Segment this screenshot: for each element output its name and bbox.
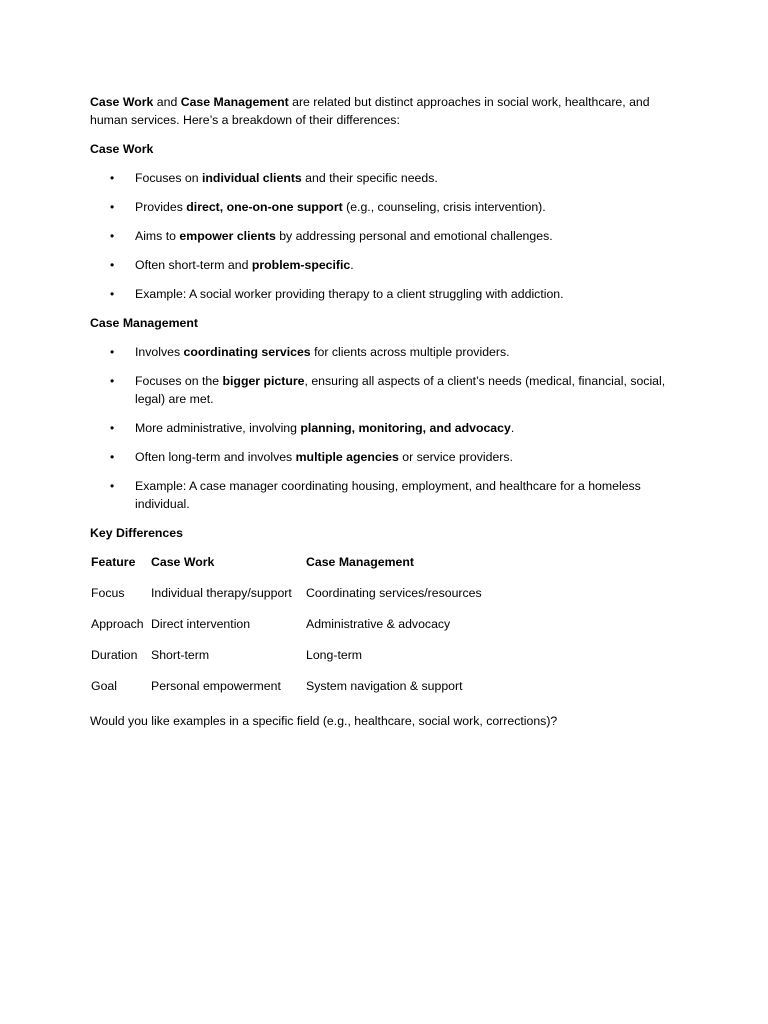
intro-paragraph xyxy=(90,93,680,129)
key-differences-table xyxy=(90,553,606,708)
table-row xyxy=(90,584,606,615)
item-text: Aims to xyxy=(135,229,180,243)
item-text: Often short-term and xyxy=(135,258,252,272)
table-header-row xyxy=(90,553,606,584)
list-item xyxy=(90,372,680,408)
column-header-case-management: Case Management xyxy=(306,555,414,569)
bullet-icon: • xyxy=(110,450,115,464)
intro-term-case-management: Case Management xyxy=(180,95,289,109)
item-bold-text: individual clients xyxy=(202,171,302,185)
table-cell: Coordinating services/resources xyxy=(306,586,482,600)
item-bold-text: empower clients xyxy=(179,229,276,243)
item-text: or service providers. xyxy=(398,450,513,464)
column-header-case-work: Case Work xyxy=(151,555,215,569)
table-cell: Individual therapy/support xyxy=(151,586,292,600)
bullet-icon: • xyxy=(110,345,115,359)
item-text: Example: A case manager coordinating housing, employment, and healthcare for a homeless individual. xyxy=(135,479,641,511)
item-text: . xyxy=(350,258,354,272)
case-management-heading: Case Management xyxy=(90,316,198,330)
item-text: Provides xyxy=(135,200,187,214)
item-text: Focuses on xyxy=(135,171,202,185)
table-cell: Goal xyxy=(91,679,117,693)
item-text: and their specific needs. xyxy=(301,171,438,185)
bullet-icon: • xyxy=(110,479,115,493)
case-work-list xyxy=(90,169,680,303)
item-text: More administrative, involving xyxy=(135,421,301,435)
key-differences-heading: Key Differences xyxy=(90,526,183,540)
table-row xyxy=(90,677,606,708)
intro-text: are related but distinct approaches in social work, healthcare, and human services. Here’s a breakdown of their differences: xyxy=(90,95,650,127)
item-bold-text: coordinating services xyxy=(183,345,311,359)
item-text: Example: A social worker providing therapy to a client struggling with addiction. xyxy=(135,287,564,301)
table-cell: Long-term xyxy=(306,648,363,662)
bullet-icon: • xyxy=(110,229,115,243)
table-cell: Direct intervention xyxy=(151,617,251,631)
intro-conjunction: and xyxy=(153,95,181,109)
table-cell: System navigation & support xyxy=(306,679,463,693)
item-text: Involves xyxy=(135,345,184,359)
table-row xyxy=(90,646,606,677)
table-row xyxy=(90,615,606,646)
case-work-heading: Case Work xyxy=(90,142,154,156)
list-item xyxy=(90,448,680,466)
table-cell: Administrative & advocacy xyxy=(306,617,451,631)
item-text: Focuses on the xyxy=(135,374,223,388)
list-item xyxy=(90,419,680,437)
bullet-icon: • xyxy=(110,171,115,185)
document-page xyxy=(90,93,680,730)
list-item xyxy=(90,343,680,361)
item-text: for clients across multiple providers. xyxy=(310,345,510,359)
bullet-icon: • xyxy=(110,287,115,301)
list-item xyxy=(90,198,680,216)
item-bold-text: bigger picture xyxy=(222,374,305,388)
bullet-icon: • xyxy=(110,200,115,214)
case-management-list xyxy=(90,343,680,513)
list-item xyxy=(90,169,680,187)
table-cell: Short-term xyxy=(151,648,210,662)
table-cell: Duration xyxy=(91,648,138,662)
item-text: (e.g., counseling, crisis intervention). xyxy=(342,200,546,214)
item-bold-text: multiple agencies xyxy=(295,450,399,464)
table-cell: Approach xyxy=(91,617,144,631)
list-item xyxy=(90,227,680,245)
item-text: . xyxy=(510,421,515,435)
bullet-icon: • xyxy=(110,258,115,272)
table-cell: Focus xyxy=(91,586,125,600)
list-item xyxy=(90,285,680,303)
list-item xyxy=(90,256,680,274)
item-text: by addressing personal and emotional challenges. xyxy=(275,229,553,243)
list-item xyxy=(90,477,680,513)
item-bold-text: direct, one-on-one support xyxy=(186,200,343,214)
item-bold-text: problem-specific xyxy=(251,258,351,272)
item-text: , ensuring all aspects of a client’s needs (medical, financial, social, legal) are met. xyxy=(135,374,666,406)
item-text: Often long-term and involves xyxy=(135,450,296,464)
item-bold-text: planning, monitoring, and advocacy xyxy=(300,421,511,435)
column-header-feature: Feature xyxy=(91,555,136,569)
bullet-icon: • xyxy=(110,421,115,435)
intro-term-case-work: Case Work xyxy=(90,95,154,109)
bullet-icon: • xyxy=(110,374,115,388)
closing-question: Would you like examples in a specific field (e.g., healthcare, social work, corrections)? xyxy=(90,714,558,728)
table-cell: Personal empowerment xyxy=(151,679,281,693)
